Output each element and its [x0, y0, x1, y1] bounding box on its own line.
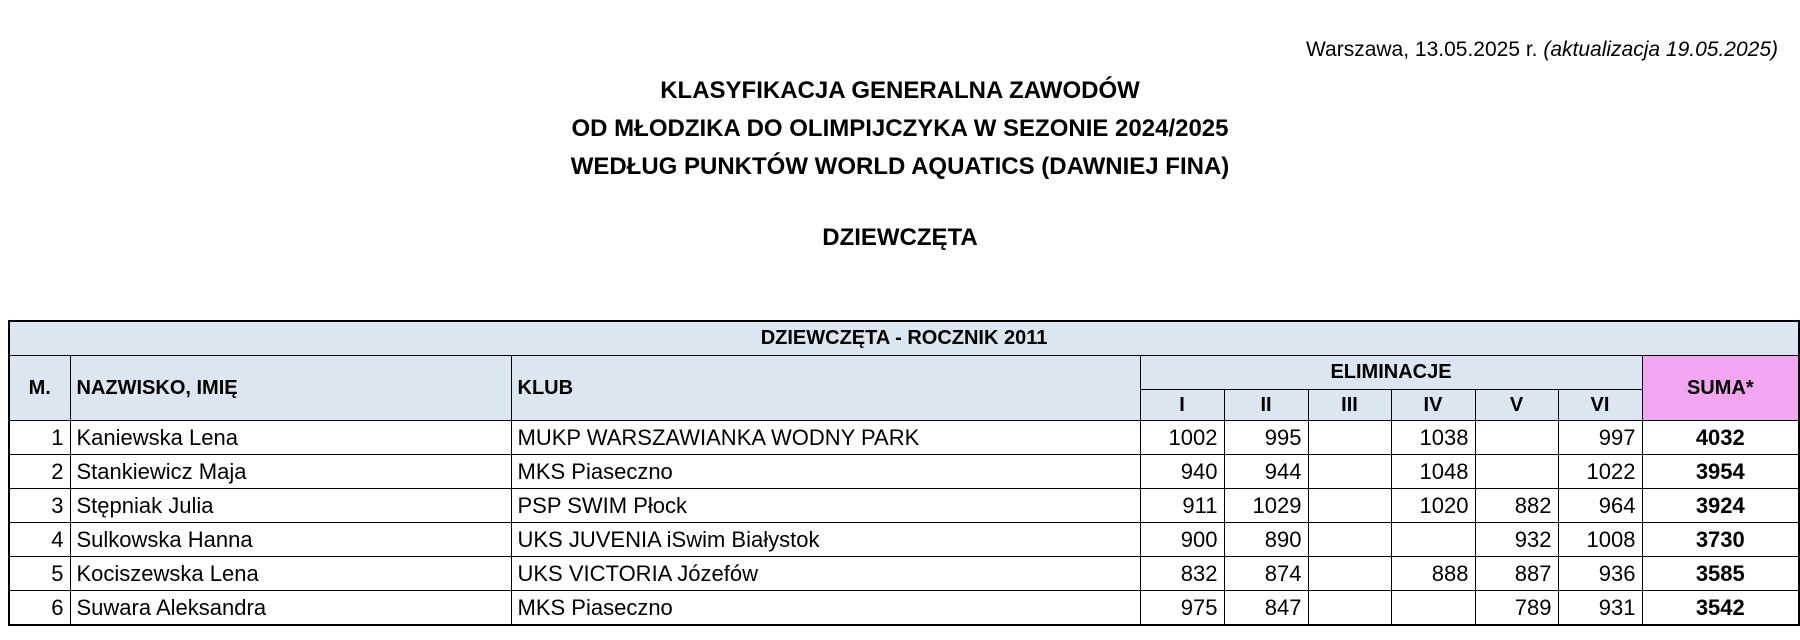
- club-cell: MUKP WARSZAWIANKA WODNY PARK: [511, 421, 1140, 455]
- name-cell: Kaniewska Lena: [70, 421, 511, 455]
- name-cell: Sulkowska Hanna: [70, 523, 511, 557]
- club-cell: MKS Piaseczno: [511, 591, 1140, 626]
- score-cell: [1391, 523, 1475, 557]
- date-text: Warszawa, 13.05.2025 r.: [1305, 38, 1538, 61]
- score-cell: [1391, 591, 1475, 626]
- score-cell: 932: [1475, 523, 1558, 557]
- col-header-sum: SUMA*: [1642, 356, 1799, 421]
- score-cell: 1038: [1391, 421, 1475, 455]
- table-row: [9, 489, 1799, 523]
- score-cell: 1020: [1391, 489, 1475, 523]
- score-cell: 887: [1475, 557, 1558, 591]
- place-cell: 1: [9, 421, 70, 455]
- col-header-round-i: I: [1140, 390, 1224, 421]
- place-cell: 3: [9, 489, 70, 523]
- sum-cell: 3924: [1642, 489, 1799, 523]
- sum-cell: 3542: [1642, 591, 1799, 626]
- col-header-round-ii: II: [1224, 390, 1308, 421]
- col-header-place: M.: [9, 356, 70, 421]
- col-header-name: NAZWISKO, IMIĘ: [70, 356, 511, 421]
- place-cell: 4: [9, 523, 70, 557]
- name-cell: Stępniak Julia: [70, 489, 511, 523]
- col-header-round-v: V: [1475, 390, 1558, 421]
- place-cell: 2: [9, 455, 70, 489]
- score-cell: 936: [1558, 557, 1642, 591]
- score-cell: 911: [1140, 489, 1224, 523]
- table-row: [9, 455, 1799, 489]
- title-line-2: OD MŁODZIKA DO OLIMPIJCZYKA W SEZONIE 2024/2025: [571, 115, 1229, 142]
- document-title: [0, 72, 1800, 186]
- club-cell: MKS Piaseczno: [511, 455, 1140, 489]
- table-row: [9, 557, 1799, 591]
- score-cell: [1308, 489, 1391, 523]
- col-header-club: KLUB: [511, 356, 1140, 421]
- col-header-round-iii: III: [1308, 390, 1391, 421]
- sum-cell: 4032: [1642, 421, 1799, 455]
- club-cell: UKS VICTORIA Józefów: [511, 557, 1140, 591]
- score-cell: 944: [1224, 455, 1308, 489]
- score-cell: 832: [1140, 557, 1224, 591]
- score-cell: [1308, 421, 1391, 455]
- date-line: [1306, 38, 1778, 62]
- score-cell: [1308, 591, 1391, 626]
- name-cell: Kociszewska Lena: [70, 557, 511, 591]
- place-cell: 5: [9, 557, 70, 591]
- table-row: [9, 421, 1799, 455]
- results-table: [8, 320, 1800, 626]
- title-line-1: KLASYFIKACJA GENERALNA ZAWODÓW: [660, 77, 1140, 104]
- score-cell: 882: [1475, 489, 1558, 523]
- name-cell: Stankiewicz Maja: [70, 455, 511, 489]
- sum-cell: 3585: [1642, 557, 1799, 591]
- score-cell: 997: [1558, 421, 1642, 455]
- col-header-eliminations: ELIMINACJE: [1140, 356, 1642, 390]
- score-cell: [1475, 455, 1558, 489]
- club-cell: UKS JUVENIA iSwim Białystok: [511, 523, 1140, 557]
- update-text: (aktualizacja 19.05.2025): [1543, 38, 1778, 61]
- table-row: [9, 523, 1799, 557]
- score-cell: [1308, 455, 1391, 489]
- score-cell: [1308, 557, 1391, 591]
- score-cell: 975: [1140, 591, 1224, 626]
- col-header-round-iv: IV: [1391, 390, 1475, 421]
- score-cell: 900: [1140, 523, 1224, 557]
- score-cell: 1002: [1140, 421, 1224, 455]
- score-cell: [1308, 523, 1391, 557]
- score-cell: [1475, 421, 1558, 455]
- sum-cell: 3954: [1642, 455, 1799, 489]
- category-subtitle: DZIEWCZĘTA: [822, 224, 978, 251]
- score-cell: 1022: [1558, 455, 1642, 489]
- score-cell: 1008: [1558, 523, 1642, 557]
- club-cell: PSP SWIM Płock: [511, 489, 1140, 523]
- table-caption: DZIEWCZĘTA - ROCZNIK 2011: [9, 321, 1799, 356]
- score-cell: 931: [1558, 591, 1642, 626]
- score-cell: 847: [1224, 591, 1308, 626]
- score-cell: 940: [1140, 455, 1224, 489]
- score-cell: 789: [1475, 591, 1558, 626]
- score-cell: 888: [1391, 557, 1475, 591]
- score-cell: 874: [1224, 557, 1308, 591]
- name-cell: Suwara Aleksandra: [70, 591, 511, 626]
- table-row: [9, 591, 1799, 626]
- col-header-round-vi: VI: [1558, 390, 1642, 421]
- sum-cell: 3730: [1642, 523, 1799, 557]
- score-cell: 1048: [1391, 455, 1475, 489]
- score-cell: 995: [1224, 421, 1308, 455]
- score-cell: 964: [1558, 489, 1642, 523]
- place-cell: 6: [9, 591, 70, 626]
- title-line-3: WEDŁUG PUNKTÓW WORLD AQUATICS (DAWNIEJ FINA): [570, 153, 1230, 180]
- score-cell: 890: [1224, 523, 1308, 557]
- score-cell: 1029: [1224, 489, 1308, 523]
